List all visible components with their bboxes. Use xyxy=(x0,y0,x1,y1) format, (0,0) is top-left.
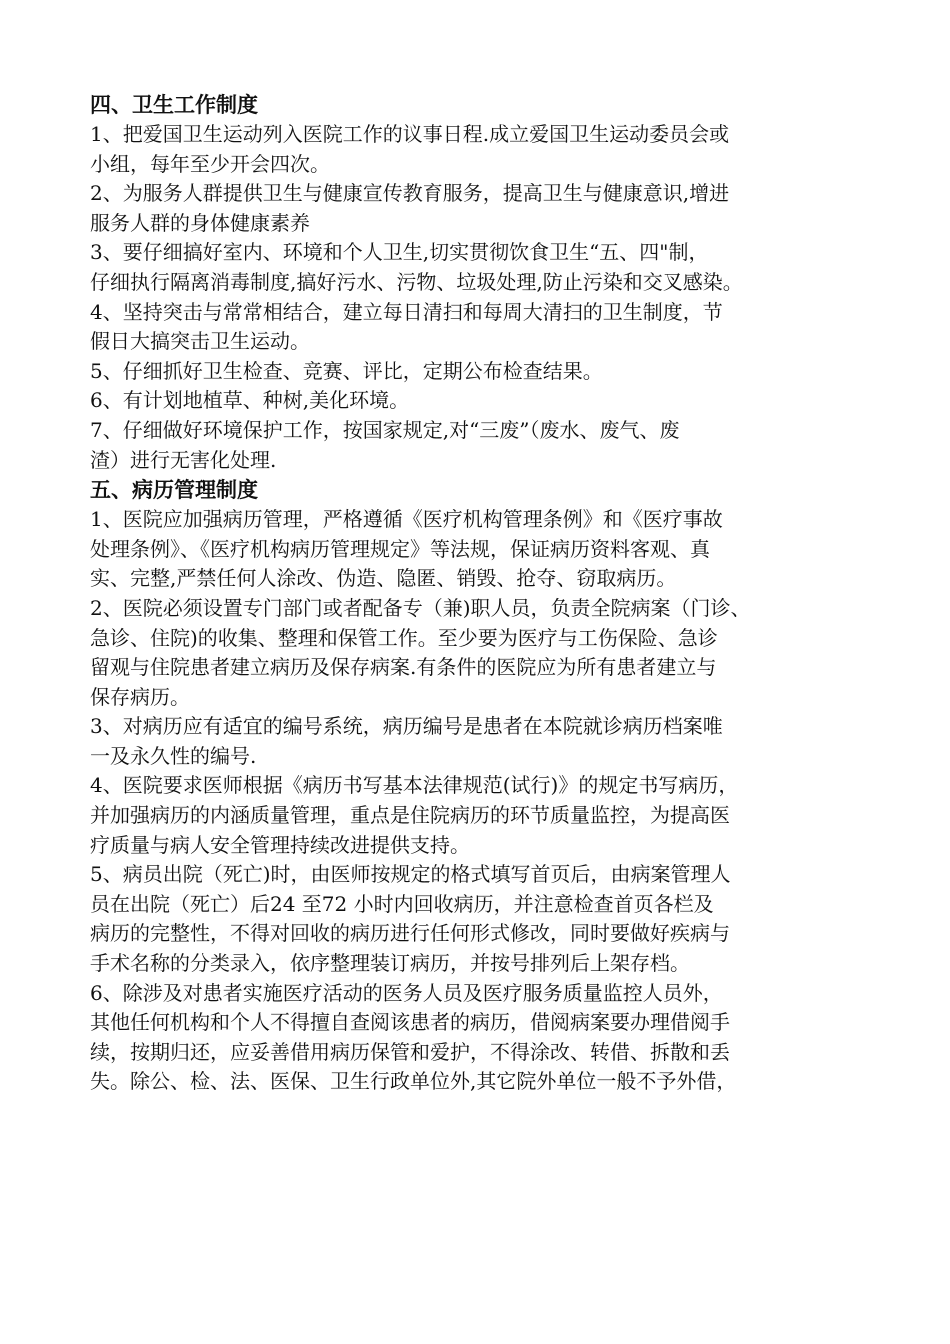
document-page xyxy=(90,90,880,1097)
text-line: 2、医院必须设置专门部门或者配备专（兼)职人员，负责全院病案（门诊、 xyxy=(90,595,751,620)
paragraph xyxy=(90,860,880,978)
text-line: 留观与住院患者建立病历及保存病案.有条件的医院应为所有患者建立与 xyxy=(90,655,717,680)
text-line: 假日大搞突击卫生运动。 xyxy=(90,329,310,354)
text-line: 7、仔细做好环境保护工作，按国家规定,对“三废”（废水、废气、废 xyxy=(90,417,680,442)
paragraph xyxy=(90,238,880,297)
text-line: 3、要仔细搞好室内、环境和个人卫生,切实贯彻饮食卫生“五、四"制， xyxy=(90,240,709,265)
text-line: 其他任何机构和个人不得擅自查阅该患者的病历，借阅病案要办理借阅手 xyxy=(90,1010,730,1035)
section-heading: 四、卫生工作制度 xyxy=(90,93,258,117)
text-line: 续，按期归还，应妥善借用病历保管和爱护，不得涂改、转借、拆散和丢 xyxy=(90,1039,730,1064)
text-line: 小组，每年至少开会四次。 xyxy=(90,151,330,176)
text-line: 1、把爱国卫生运动列入医院工作的议事日程.成立爱国卫生运动委员会或 xyxy=(90,122,730,146)
text-line: 6、除涉及对患者实施医疗活动的医务人员及医疗服务质量监控人员外， xyxy=(90,980,723,1005)
text-line: 4、坚持突击与常常相结合，建立每日清扫和每周大清扫的卫生制度，节 xyxy=(90,299,723,324)
section-heading: 五、病历管理制度 xyxy=(90,478,258,503)
text-line: 1、医院应加强病历管理，严格遵循《医疗机构管理条例》和《医疗事故 xyxy=(90,507,723,532)
text-line: 急诊、住院)的收集、整理和保管工作。至少要为医疗与工伤保险、急诊 xyxy=(90,625,718,650)
text-line: 并加强病历的内涵质量管理，重点是住院病历的环节质量监控，为提高医 xyxy=(90,803,730,828)
paragraph xyxy=(90,712,880,771)
text-line: 仔细执行隔离消毒制度,搞好污水、污物、垃圾处理,防止污染和交叉感染。 xyxy=(90,269,743,294)
paragraph xyxy=(90,179,880,238)
text-line: 处理条例》、《医疗机构病历管理规定》等法规，保证病历资料客观、真 xyxy=(90,536,710,561)
text-line: 渣）进行无害化处理. xyxy=(90,447,277,472)
paragraph xyxy=(90,979,880,1097)
text-line: 服务人群的身体健康素养 xyxy=(90,210,310,235)
paragraph xyxy=(90,771,880,860)
text-line: 病历的完整性，不得对回收的病历进行任何形式修改，同时要做好疾病与 xyxy=(90,921,730,946)
text-line: 手术名称的分类录入，依序整理装订病历，并按号排列后上架存档。 xyxy=(90,951,690,976)
text-line: 员在出院（死亡）后24 至72 小时内回收病历，并注意检查首页各栏及 xyxy=(90,891,714,916)
text-line: 实、完整,严禁任何人涂改、伪造、隐匿、销毁、抢夺、窃取病历。 xyxy=(90,566,677,591)
paragraph xyxy=(90,594,880,712)
paragraph xyxy=(90,416,880,475)
text-line: 2、为服务人群提供卫生与健康宣传教育服务，提高卫生与健康意识,增进 xyxy=(90,181,730,206)
text-line: 4、医院要求医师根据《病历书写基本法律规范(试行)》的规定书写病历， xyxy=(90,773,739,798)
text-line: 5、病员出院（死亡)时，由医师按规定的格式填写首页后，由病案管理人 xyxy=(90,862,731,887)
text-line: 6、有计划地植草、种树,美化环境。 xyxy=(90,388,410,413)
text-line: 3、对病历应有适宜的编号系统，病历编号是患者在本院就诊病历档案唯 xyxy=(90,714,723,739)
paragraph xyxy=(90,386,880,416)
text-line: 疗质量与病人安全管理持续改进提供支持。 xyxy=(90,832,470,857)
text-line: 一及永久性的编号. xyxy=(90,743,257,768)
section-hygiene xyxy=(90,90,880,475)
text-line: 保存病历。 xyxy=(90,684,190,709)
text-line: 5、仔细抓好卫生检查、竞赛、评比，定期公布检查结果。 xyxy=(90,358,603,383)
paragraph xyxy=(90,505,880,594)
section-medical-records xyxy=(90,475,880,1097)
paragraph xyxy=(90,357,880,387)
paragraph xyxy=(90,120,880,179)
paragraph xyxy=(90,298,880,357)
text-line: 失。除公、检、法、医保、卫生行政单位外,其它院外单位一般不予外借， xyxy=(90,1069,737,1094)
